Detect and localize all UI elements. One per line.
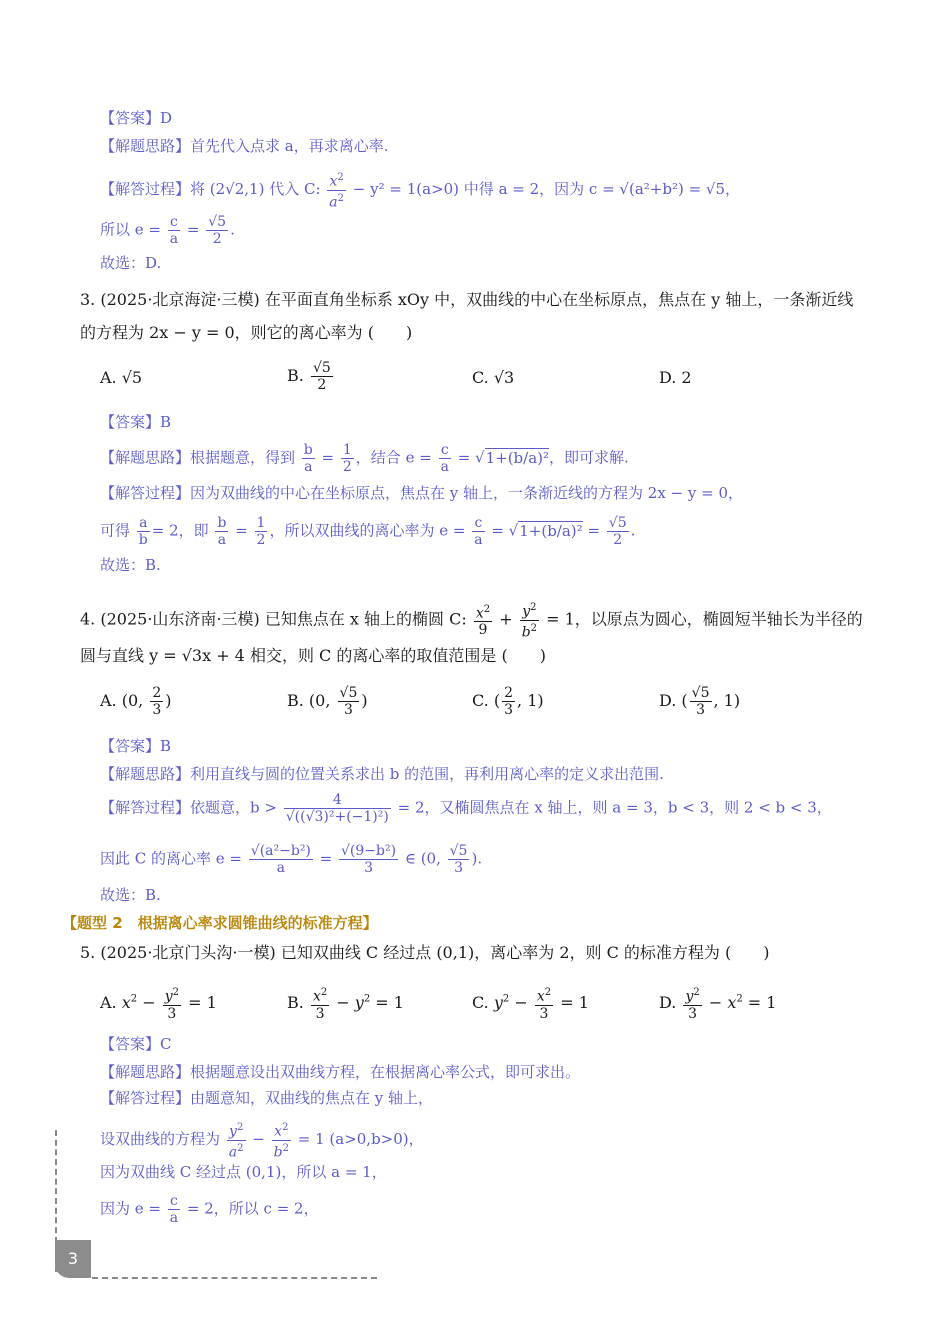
option-a: A. √5 <box>100 368 143 387</box>
option-a: A. (0, $\frac{2}{3}$ ) <box>100 685 172 718</box>
process-line: 【解答过程】由题意知，双曲线的焦点在 y 轴上， <box>100 1089 434 1107</box>
choose-line: 故选：D. <box>100 254 162 272</box>
option-c: C. √3 <box>472 368 515 387</box>
option-b: B. (0, $\frac{√5}{3}$ ) <box>287 685 368 718</box>
answer-line: 【答案】C <box>100 1035 172 1053</box>
process-line-2: 设双曲线的方程为 $\frac{y^2}{a^2}$ − $\frac{x^2}{b^2}$ = 1 (a>0,b>0)， <box>100 1122 424 1161</box>
idea-line: 【解题思路】首先代入点求 a，再求离心率. <box>100 137 389 155</box>
process-line-2: 所以 e = $\frac{c}{a}$ = $\frac{√5}{2}$ . <box>100 214 235 247</box>
question-4-stem: 4. (2025·山东济南·三模) 已知焦点在 x 轴上的椭圆 C: $\frac{x^2}{9}$ + $\frac{y^2}{b^2}$ = 1，以原点为圆心，椭圆短半轴长为半径的 <box>80 602 863 641</box>
option-d: D. $\frac{y^2}{3}$ − $x^2 = 1$ <box>659 987 777 1022</box>
process-line-2: 因此 C 的离心率 e = $\frac{\text{√(a²−b²)}}{a}$ = $\frac{\text{√(9−b²)}}{3}$ ∈ (0, $\frac{√5}{3}$ ). <box>100 843 483 876</box>
dashed-border-horizontal <box>92 1277 377 1279</box>
option-a: A. $x^2$ − $\frac{y^2}{3}$ = 1 <box>100 987 217 1022</box>
process-line: 【解答过程】依题意，b > $\frac{4}{\text{√((√3)²+(−1)²)}}$ = 2，又椭圆焦点在 x 轴上，则 a = 3，b < 3，则 2 < b < 3， <box>100 792 832 825</box>
choose-line: 故选：B. <box>100 886 161 904</box>
option-d: D. 2 <box>659 368 692 387</box>
question-5-stem: 5. (2025·北京门头沟·一模) 已知双曲线 C 经过点 (0,1)，离心率为 2，则 C 的标准方程为 ( ) <box>80 943 770 962</box>
answer-line: 【答案】D <box>100 109 173 127</box>
option-c: C. ( $\frac{2}{3}$ , 1) <box>472 685 544 718</box>
process-line-4: 因为 e = $\frac{c}{a}$ = 2，所以 c = 2， <box>100 1193 319 1226</box>
page-number: 3 <box>55 1240 91 1278</box>
choose-line: 故选：B. <box>100 556 161 574</box>
process-line: 【解答过程】将 (2√2,1) 代入 C: $\frac{x^2}{a^2}$ − y² = 1(a>0) 中得 a = 2，因为 c = √(a²+b²) = √5， <box>100 172 741 211</box>
option-b: B. $\frac{x^2}{3}$ − $y^2 = 1$ <box>287 987 404 1022</box>
idea-line: 【解题思路】根据题意，得到 $\frac{b}{a}$ = $\frac{1}{2}$ ，结合 e = $\frac{c}{a}$ = √1+(b/a)²，即可求解. <box>100 442 629 475</box>
question-4-stem-2: 圆与直线 y = √3x + 4 相交，则 C 的离心率的取值范围是 ( ) <box>80 646 546 665</box>
process-line-3: 因为双曲线 C 经过点 (0,1)，所以 a = 1， <box>100 1163 387 1181</box>
topic-heading: 【题型 2 根据离心率求圆锥曲线的标准方程】 <box>62 914 378 932</box>
answer-line: 【答案】B <box>100 413 172 431</box>
idea-line: 【解题思路】利用直线与圆的位置关系求出 b 的范围，再利用离心率的定义求出范围. <box>100 765 664 783</box>
option-b: B. $\frac{√5}{2}$ <box>287 360 331 393</box>
process-line: 【解答过程】因为双曲线的中心在坐标原点，焦点在 y 轴上，一条渐近线的方程为 2x − y = 0， <box>100 484 744 502</box>
question-3-stem-2: 的方程为 2x − y = 0，则它的离心率为 ( ) <box>80 323 413 342</box>
idea-line: 【解题思路】根据题意设出双曲线方程，在根据离心率公式，即可求出。 <box>100 1063 581 1081</box>
option-c: C. $y^2$ − $\frac{x^2}{3}$ = 1 <box>472 987 589 1022</box>
answer-line: 【答案】B <box>100 737 172 755</box>
process-line-2: 可得 $\frac{a}{b}$ = 2，即 $\frac{b}{a}$ = $\frac{1}{2}$ ，所以双曲线的离心率为 e = $\frac{c}{a}$ = √1+(b/a)² = $\frac{√5}{2}$ . <box>100 515 636 548</box>
option-d: D. ( $\frac{√5}{3}$ , 1) <box>659 685 741 718</box>
question-3-stem: 3. (2025·北京海淀·三模) 在平面直角坐标系 xOy 中，双曲线的中心在坐标原点，焦点在 y 轴上，一条渐近线 <box>80 290 854 309</box>
